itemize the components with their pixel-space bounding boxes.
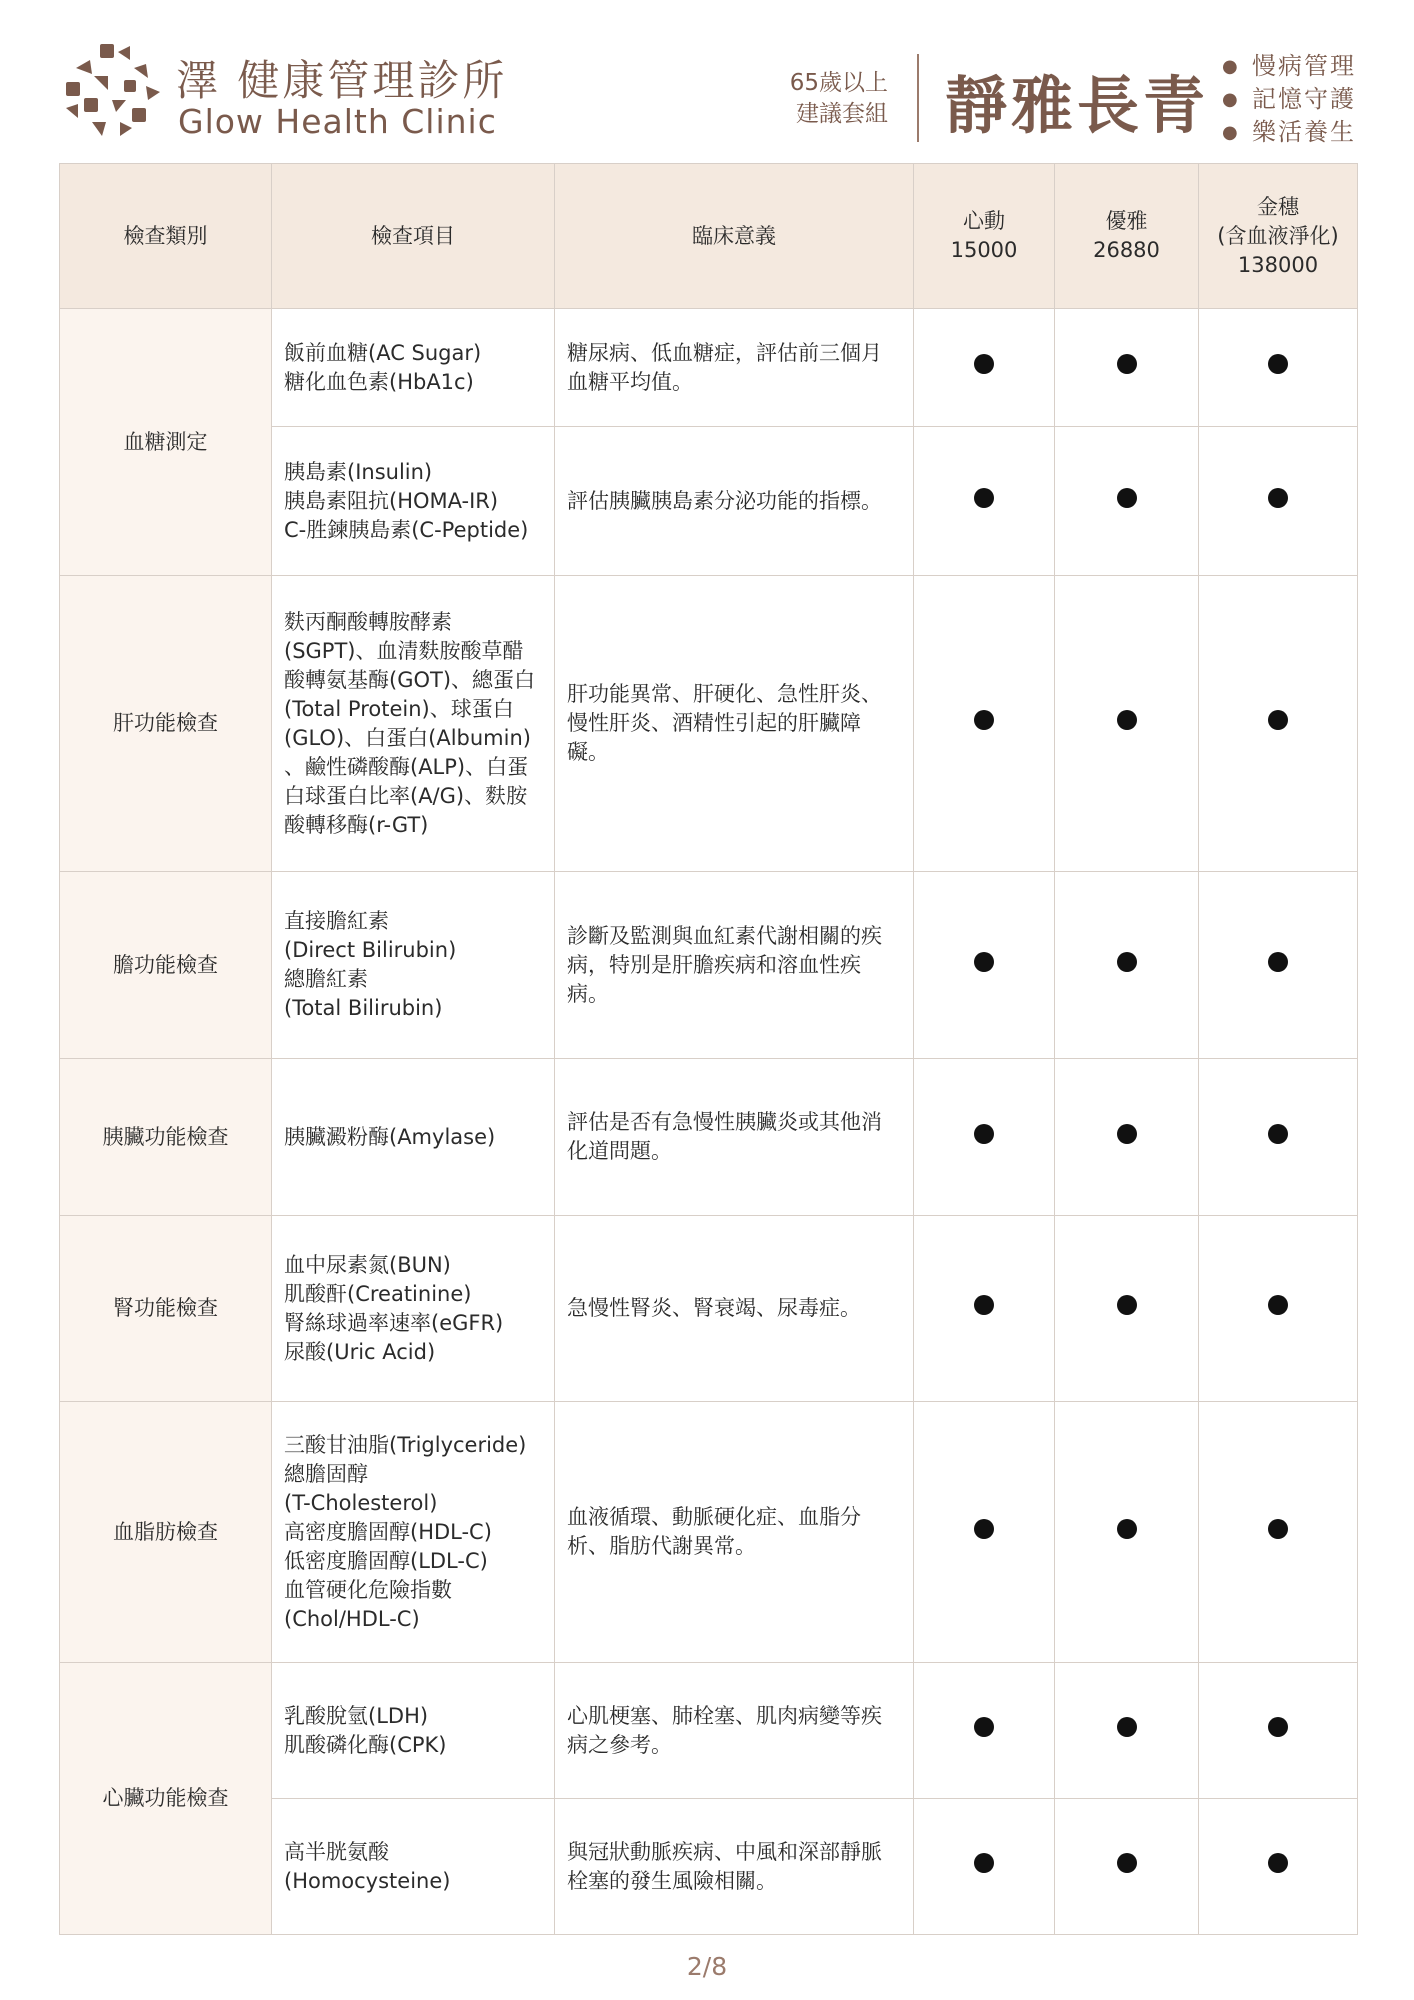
tagline-list (1222, 50, 1356, 149)
item-line: 肌酸磷化酶(CPK) (284, 1732, 447, 1757)
meaning-text: 診斷及監測與血紅素代謝相關的疾病，特別是肝膽疾病和溶血性疾病。 (567, 923, 882, 1006)
meaning-text: 心肌梗塞、肺栓塞、肌肉病變等疾病之參考。 (567, 1703, 882, 1757)
category-cell: 血糖測定 (60, 309, 272, 576)
item-cell (272, 1216, 555, 1402)
exam-table (59, 163, 1358, 1935)
item-line: 總膽紅素 (284, 967, 368, 991)
included-dot-icon (1268, 1717, 1288, 1737)
included-dot-icon (974, 952, 994, 972)
plan-xindong-cell (914, 1799, 1055, 1935)
plan-jinsui-cell (1199, 1799, 1358, 1935)
item-line: 乳酸脫氫(LDH) (284, 1703, 429, 1728)
meaning-cell (555, 576, 914, 872)
clinic-name-english: Glow Health Clinic (178, 102, 497, 141)
tagline-item (1222, 83, 1356, 116)
plan-note: (含血液淨化) (1217, 223, 1339, 248)
item-line: 總膽固醇 (284, 1461, 368, 1486)
included-dot-icon (974, 1853, 994, 1873)
item-line: 血管硬化危險指數 (284, 1577, 452, 1602)
item-line: 肌酸酐(Creatinine) (284, 1281, 472, 1306)
clinic-name-chinese: 澤 健康管理診所 (176, 56, 508, 105)
header-meaning: 臨床意義 (555, 164, 914, 309)
item-line: 酸轉移酶(r-GT) (284, 812, 429, 837)
page-number: 2/8 (686, 1952, 728, 1981)
bullet-icon: ● (1222, 122, 1240, 143)
item-line: (GLO)、白蛋白(Albumin) (284, 725, 531, 750)
plan-xindong-cell (914, 309, 1055, 427)
package-title: 靜雅長青 (945, 69, 1210, 142)
included-dot-icon (1117, 1124, 1137, 1144)
plan-xindong-cell (914, 1402, 1055, 1663)
included-dot-icon (974, 1717, 994, 1737)
bullet-icon: ● (1222, 89, 1240, 110)
plan-youya-cell (1055, 576, 1199, 872)
plan-jinsui-cell (1199, 1216, 1358, 1402)
item-line: 飯前血糖(AC Sugar) (284, 340, 482, 365)
plan-xindong-cell (914, 1216, 1055, 1402)
meaning-text: 肝功能異常、肝硬化、急性肝炎、慢性肝炎、酒精性引起的肝臟障礙。 (567, 682, 882, 764)
included-dot-icon (1268, 952, 1288, 972)
plan-jinsui-cell (1199, 1402, 1358, 1663)
item-line: (T-Cholesterol) (284, 1490, 438, 1515)
item-line: 糖化血色素(HbA1c) (284, 369, 474, 394)
item-line: 麩丙酮酸轉胺酵素 (284, 609, 452, 634)
header-divider (917, 54, 919, 142)
item-cell (272, 872, 555, 1059)
table-row (60, 872, 1358, 1059)
header-plan-youya (1055, 164, 1199, 309)
included-dot-icon (1117, 488, 1137, 508)
plan-price: 26880 (1093, 238, 1160, 262)
table-row (60, 309, 1358, 427)
category-cell: 胰臟功能檢查 (60, 1059, 272, 1216)
included-dot-icon (1117, 1853, 1137, 1873)
clinic-logo-icon (66, 42, 160, 138)
item-line: 直接膽紅素 (284, 909, 389, 933)
recommendation-line: 建議套組 (796, 101, 888, 127)
plan-xindong-cell (914, 1059, 1055, 1216)
included-dot-icon (1117, 1717, 1137, 1737)
item-line: (Total Protein)、球蛋白 (284, 696, 514, 721)
table-row (60, 576, 1358, 872)
plan-youya-cell (1055, 1402, 1199, 1663)
included-dot-icon (1268, 354, 1288, 374)
category-cell: 腎功能檢查 (60, 1216, 272, 1402)
header-plan-xindong (914, 164, 1055, 309)
plan-jinsui-cell (1199, 872, 1358, 1059)
category-cell: 膽功能檢查 (60, 872, 272, 1059)
exam-table-wrapper (59, 163, 1357, 1935)
bullet-icon: ● (1222, 56, 1240, 77)
meaning-text: 評估胰臟胰島素分泌功能的指標。 (567, 488, 882, 513)
plan-price: 138000 (1237, 252, 1319, 277)
item-line: 三酸甘油脂(Triglyceride) (284, 1432, 527, 1457)
included-dot-icon (974, 1295, 994, 1315)
meaning-cell (555, 427, 914, 576)
meaning-cell (555, 872, 914, 1059)
included-dot-icon (1268, 1519, 1288, 1539)
age-recommendation (770, 68, 888, 130)
plan-youya-cell (1055, 309, 1199, 427)
plan-jinsui-cell (1199, 427, 1358, 576)
plan-jinsui-cell (1199, 309, 1358, 427)
item-cell (272, 1402, 555, 1663)
plan-youya-cell (1055, 1059, 1199, 1216)
included-dot-icon (1268, 1853, 1288, 1873)
meaning-text: 糖尿病、低血糖症，評估前三個月血糖平均值。 (567, 340, 882, 394)
table-row (60, 1663, 1358, 1799)
plan-xindong-cell (914, 576, 1055, 872)
table-row (60, 1402, 1358, 1663)
item-cell (272, 427, 555, 576)
header-category: 檢查類別 (60, 164, 272, 309)
included-dot-icon (1268, 488, 1288, 508)
included-dot-icon (1117, 1295, 1137, 1315)
meaning-cell (555, 1402, 914, 1663)
item-cell (272, 1663, 555, 1799)
plan-name: 金穗 (1257, 194, 1299, 219)
tagline-text: 記憶守護 (1252, 85, 1356, 113)
meaning-cell (555, 1663, 914, 1799)
meaning-text: 評估是否有急慢性胰臟炎或其他消化道問題。 (567, 1110, 882, 1163)
item-line: 高密度膽固醇(HDL-C) (284, 1519, 492, 1544)
plan-jinsui-cell (1199, 576, 1358, 872)
item-line: C-胜鍊胰島素(C-Peptide) (284, 517, 529, 542)
tagline-item (1222, 116, 1356, 149)
category-cell: 血脂肪檢查 (60, 1402, 272, 1663)
meaning-text: 血液循環、動脈硬化症、血脂分析、脂肪代謝異常。 (567, 1505, 861, 1558)
included-dot-icon (974, 1519, 994, 1539)
plan-youya-cell (1055, 1663, 1199, 1799)
included-dot-icon (974, 1124, 994, 1144)
item-line: 高半胱氨酸 (284, 1839, 389, 1864)
table-header-row (60, 164, 1358, 309)
item-line: (Chol/HDL-C) (284, 1606, 420, 1631)
meaning-cell (555, 1216, 914, 1402)
plan-name: 優雅 (1105, 209, 1148, 233)
plan-youya-cell (1055, 872, 1199, 1059)
plan-jinsui-cell (1199, 1663, 1358, 1799)
item-line: (Direct Bilirubin) (284, 938, 457, 962)
item-line: 酸轉氨基酶(GOT)、總蛋白 (284, 667, 536, 692)
meaning-text: 急慢性腎炎、腎衰竭、尿毒症。 (567, 1296, 861, 1320)
meaning-cell (555, 1059, 914, 1216)
plan-jinsui-cell (1199, 1059, 1358, 1216)
plan-youya-cell (1055, 1216, 1199, 1402)
page-header (0, 0, 1414, 160)
included-dot-icon (1268, 1124, 1288, 1144)
tagline-item (1222, 50, 1356, 83)
plan-xindong-cell (914, 872, 1055, 1059)
category-cell: 肝功能檢查 (60, 576, 272, 872)
meaning-cell (555, 1799, 914, 1935)
item-line: 胰臟澱粉酶(Amylase) (284, 1124, 496, 1149)
item-cell (272, 576, 555, 872)
item-cell (272, 1059, 555, 1216)
plan-name: 心動 (963, 209, 1005, 233)
tagline-text: 慢病管理 (1252, 52, 1356, 80)
header-item: 檢查項目 (272, 164, 555, 309)
category-cell: 心臟功能檢查 (60, 1663, 272, 1935)
included-dot-icon (1117, 952, 1137, 972)
tagline-text: 樂活養生 (1252, 118, 1356, 146)
item-line: 、鹼性磷酸酶(ALP)、白蛋 (284, 754, 529, 779)
meaning-cell (555, 309, 914, 427)
meaning-text: 與冠狀動脈疾病、中風和深部靜脈栓塞的發生風險相關。 (567, 1839, 882, 1893)
plan-xindong-cell (914, 1663, 1055, 1799)
plan-youya-cell (1055, 427, 1199, 576)
included-dot-icon (1268, 710, 1288, 730)
included-dot-icon (1117, 354, 1137, 374)
header-plan-jinsui (1199, 164, 1358, 309)
included-dot-icon (1268, 1295, 1288, 1315)
item-line: 低密度膽固醇(LDL-C) (284, 1548, 488, 1573)
item-cell (272, 1799, 555, 1935)
included-dot-icon (1117, 1519, 1137, 1539)
plan-price: 15000 (950, 238, 1018, 262)
table-row (60, 1216, 1358, 1402)
item-line: 尿酸(Uric Acid) (284, 1339, 436, 1364)
included-dot-icon (974, 710, 994, 730)
table-row (60, 1059, 1358, 1216)
item-line: (Total Bilirubin) (284, 996, 443, 1020)
age-line: 65歲以上 (789, 70, 888, 96)
item-line: (SGPT)、血清麩胺酸草醋 (284, 638, 524, 663)
included-dot-icon (974, 354, 994, 374)
item-line: 胰島素阻抗(HOMA-IR) (284, 488, 499, 513)
item-line: 腎絲球過率速率(eGFR) (284, 1310, 504, 1335)
included-dot-icon (1117, 710, 1137, 730)
item-line: 胰島素(Insulin) (284, 459, 433, 484)
item-line: (Homocysteine) (284, 1868, 451, 1893)
plan-youya-cell (1055, 1799, 1199, 1935)
included-dot-icon (974, 488, 994, 508)
item-cell (272, 309, 555, 427)
item-line: 白球蛋白比率(A/G)、麩胺 (284, 783, 528, 808)
plan-xindong-cell (914, 427, 1055, 576)
item-line: 血中尿素氮(BUN) (284, 1252, 451, 1277)
